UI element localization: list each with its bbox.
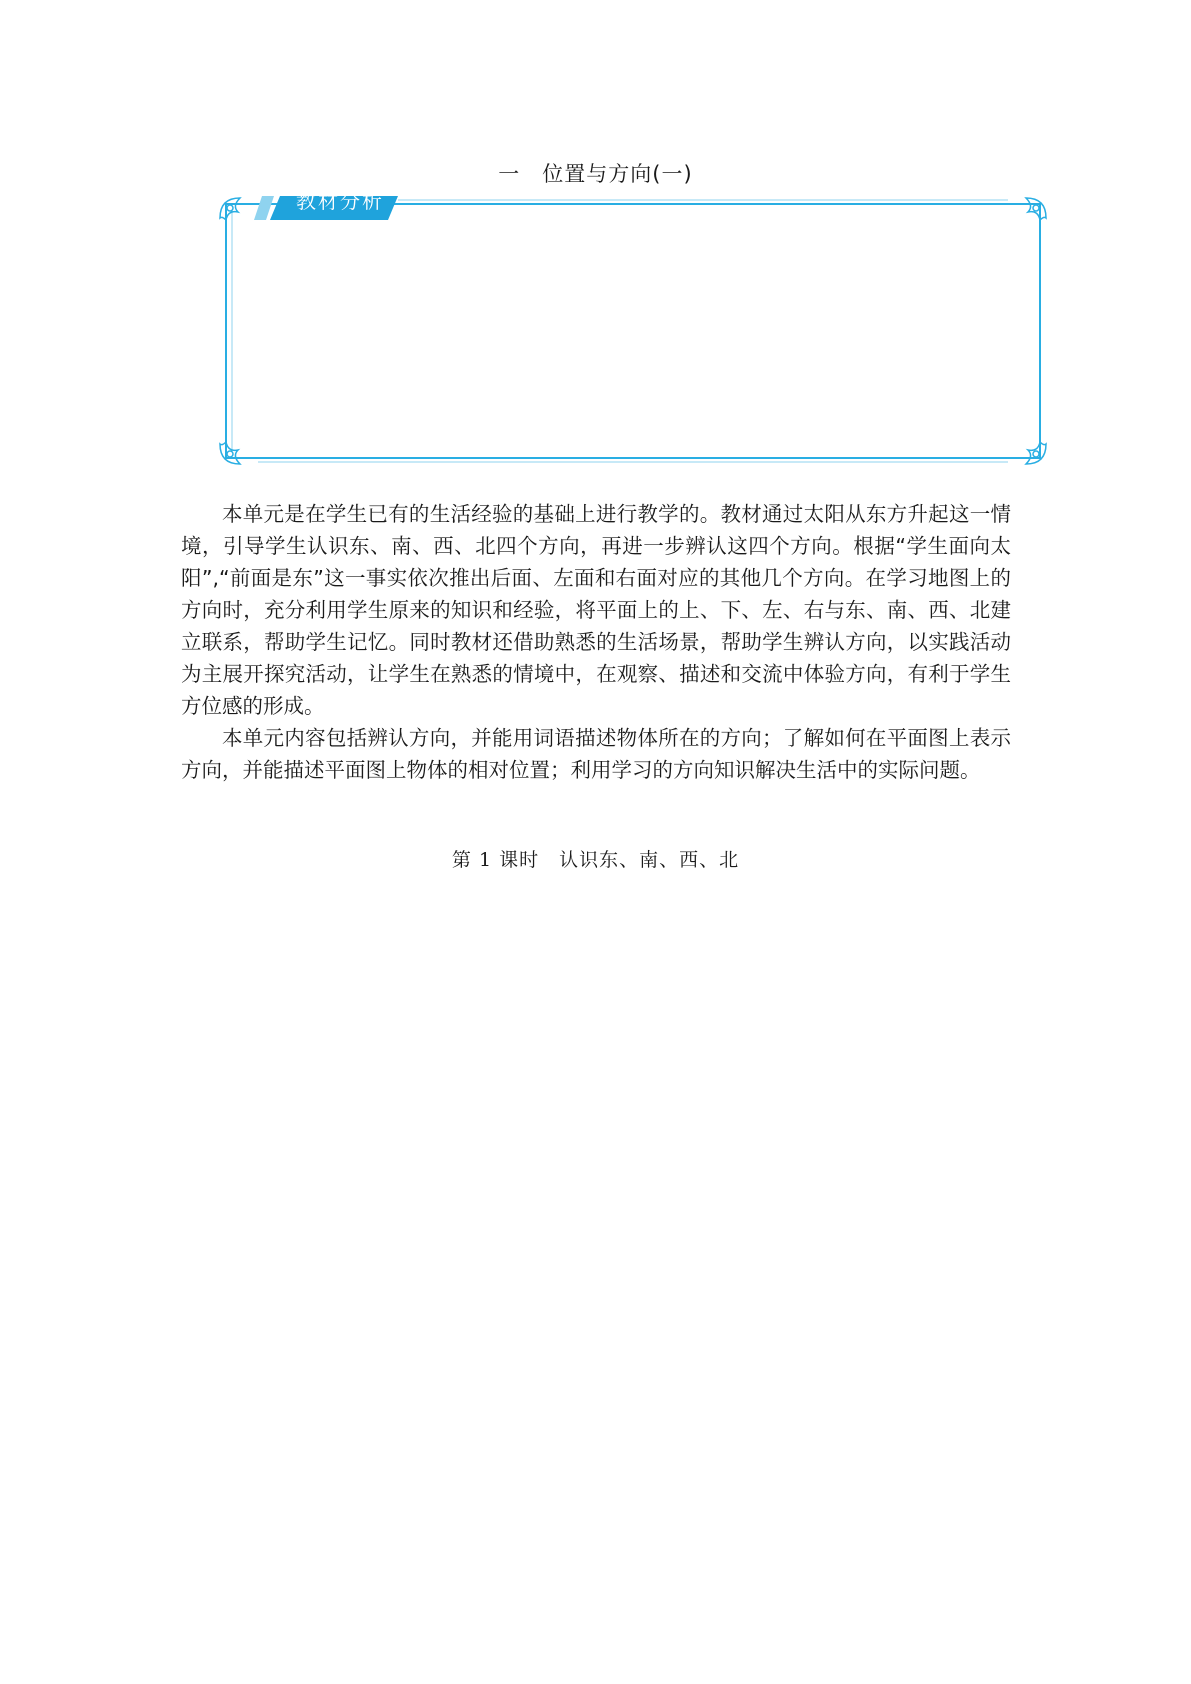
paragraph-2: 本单元内容包括辨认方向，并能用词语描述物体所在的方向；了解如何在平面图上表示方向，并能描述平面图上物体的相对位置；利用学习的方向知识解决生活中的实际问题。 xyxy=(181,726,1011,782)
unit-title: 一 位置与方向(一) xyxy=(498,162,693,186)
analysis-box xyxy=(218,189,1048,466)
analysis-body xyxy=(181,498,1011,786)
lesson-title: 第 1 课时 认识东、南、西、北 xyxy=(451,849,740,871)
section-tag-label: 教材分析 xyxy=(296,189,384,213)
analysis-frame-border xyxy=(218,196,1048,466)
paragraph-1: 本单元是在学生已有的生活经验的基础上进行教学的。教材通过太阳从东方升起这一情境，引导学生认识东、南、西、北四个方向，再进一步辨认这四个方向。根据“学生面向太阳”,“前面是东”这一事实依次推出后面、左面和右面对应的其他几个方向。在学习地图上的方向时，充分利用学生原来的知识和经验，将平面上的上、下、左、右与东、南、西、北建立联系，帮助学生记忆。同时教材还借助熟悉的生活场景，帮助学生辨认方向，以实践活动为主展开探究活动，让学生在熟悉的情境中，在观察、描述和交流中体验方向，有利于学生方位感的形成。 xyxy=(181,502,1011,718)
